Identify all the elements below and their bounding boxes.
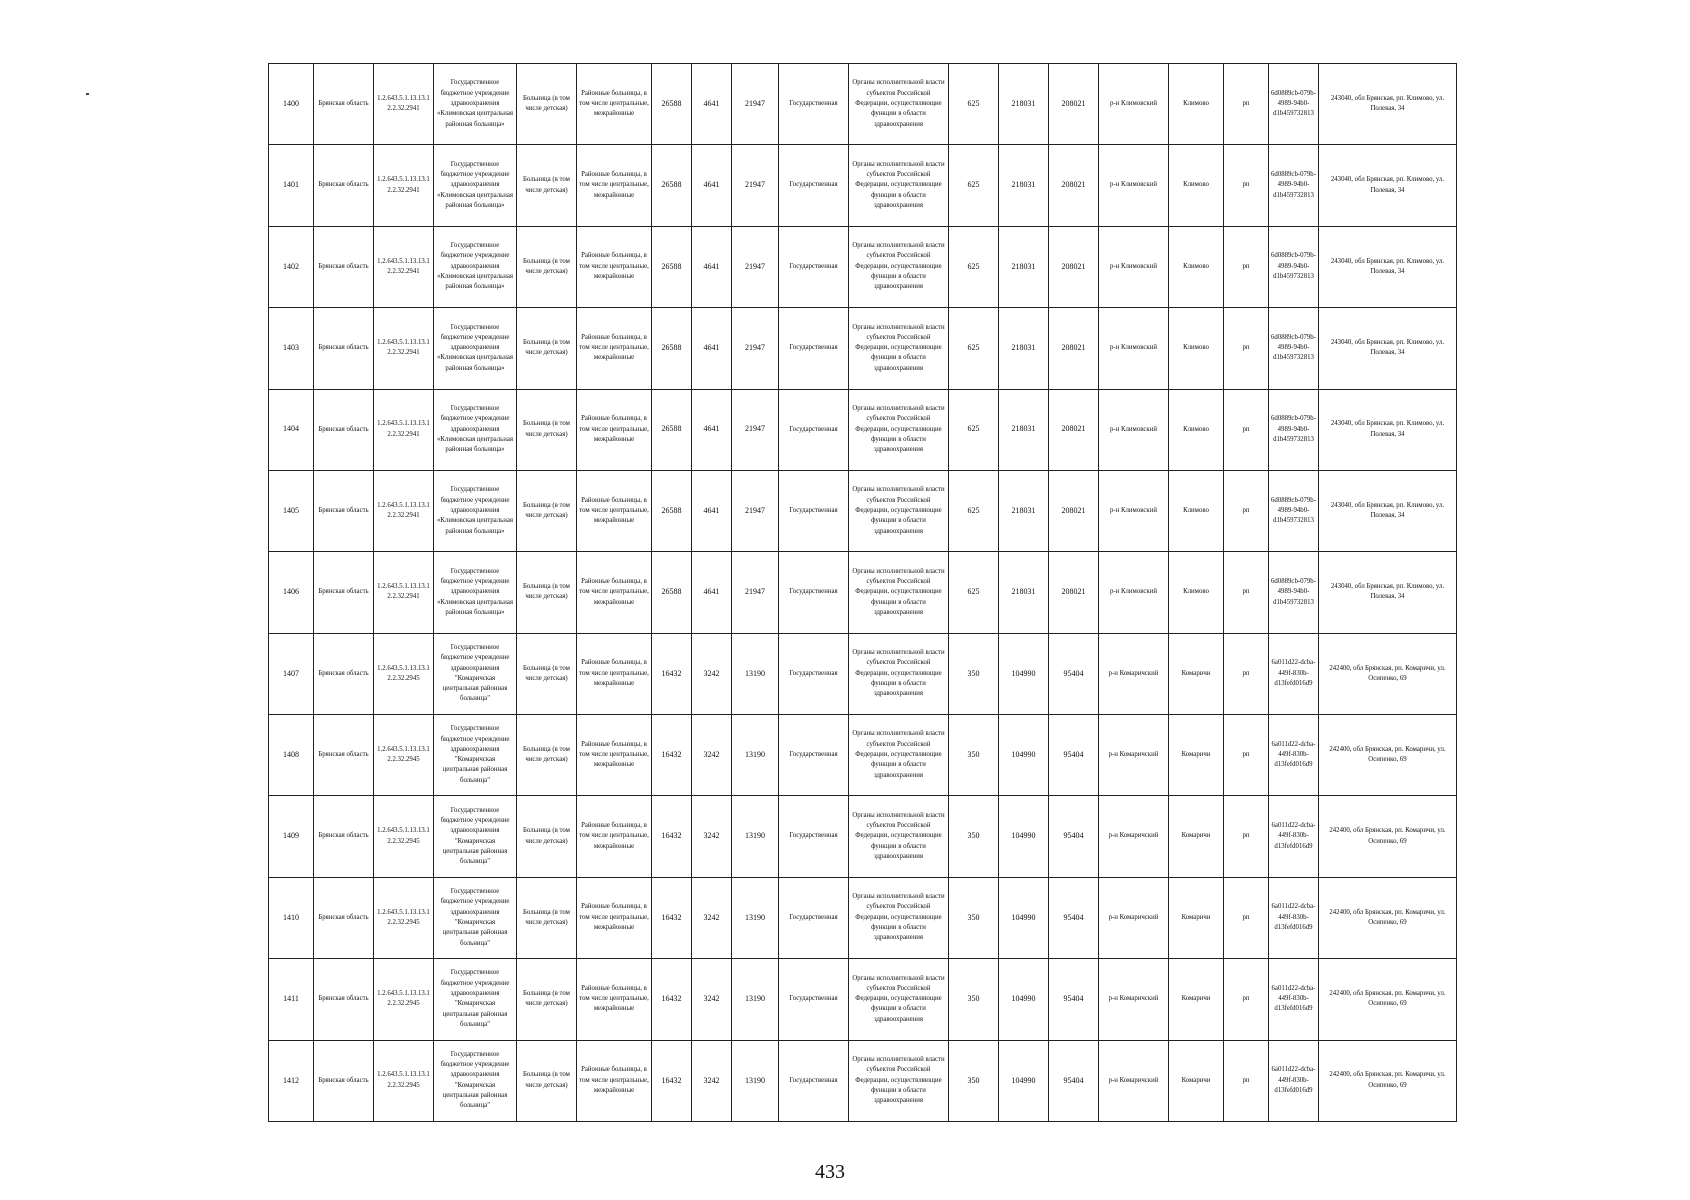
value-cell-5: 218031 bbox=[999, 308, 1049, 389]
region-cell: Брянская область bbox=[314, 877, 374, 958]
locality-cell: Климово bbox=[1169, 145, 1224, 226]
district-cell: р-н Комаричский bbox=[1099, 715, 1169, 796]
locality-cell: Климово bbox=[1169, 308, 1224, 389]
locality-type-cell: рп bbox=[1224, 796, 1269, 877]
page-number: 433 bbox=[815, 1161, 845, 1183]
facility-category-cell: Районные больницы, в том числе центральные, межрайонные bbox=[577, 389, 652, 470]
row-number: 1408 bbox=[269, 715, 314, 796]
value-cell-1: 26588 bbox=[652, 308, 692, 389]
value-cell-1: 26588 bbox=[652, 470, 692, 551]
organization-name-cell: Государственное бюджетное учреждение здравоохранения «Климовская центральная районная больница» bbox=[434, 470, 517, 551]
locality-cell: Климово bbox=[1169, 226, 1224, 307]
ownership-cell: Государственная bbox=[779, 1040, 849, 1122]
address-cell: 243040, обл Брянская, рп. Климово, ул. Полевая, 34 bbox=[1319, 389, 1457, 470]
facility-category-cell: Районные больницы, в том числе центральные, межрайонные bbox=[577, 470, 652, 551]
authority-cell: Органы исполнительной власти субъектов Российской Федерации, осуществляющие функции в области здравоохранения bbox=[849, 1040, 949, 1122]
value-cell-5: 104990 bbox=[999, 715, 1049, 796]
facility-category-cell: Районные больницы, в том числе центральные, межрайонные bbox=[577, 796, 652, 877]
authority-cell: Органы исполнительной власти субъектов Российской Федерации, осуществляющие функции в области здравоохранения bbox=[849, 145, 949, 226]
ownership-cell: Государственная bbox=[779, 145, 849, 226]
district-cell: р-н Комаричский bbox=[1099, 959, 1169, 1040]
address-cell: 242400, обл Брянская, рп. Комаричи, ул. Осипенко, 69 bbox=[1319, 633, 1457, 714]
locality-type-cell: рп bbox=[1224, 1040, 1269, 1122]
row-number: 1410 bbox=[269, 877, 314, 958]
value-cell-5: 218031 bbox=[999, 226, 1049, 307]
value-cell-5: 104990 bbox=[999, 959, 1049, 1040]
locality-cell: Климово bbox=[1169, 552, 1224, 633]
address-cell: 243040, обл Брянская, рп. Климово, ул. Полевая, 34 bbox=[1319, 552, 1457, 633]
locality-cell: Климово bbox=[1169, 64, 1224, 145]
locality-cell: Комаричи bbox=[1169, 633, 1224, 714]
locality-cell: Комаричи bbox=[1169, 1040, 1224, 1122]
value-cell-3: 21947 bbox=[732, 470, 779, 551]
region-cell: Брянская область bbox=[314, 633, 374, 714]
ownership-cell: Государственная bbox=[779, 959, 849, 1040]
value-cell-3: 21947 bbox=[732, 64, 779, 145]
oid-code-cell: 1.2.643.5.1.13.13.12.2.32.2945 bbox=[374, 715, 434, 796]
value-cell-6: 95404 bbox=[1049, 877, 1099, 958]
address-cell: 243040, обл Брянская, рп. Климово, ул. Полевая, 34 bbox=[1319, 64, 1457, 145]
facility-type-cell: Больница (в том числе детская) bbox=[517, 470, 577, 551]
value-cell-2: 3242 bbox=[692, 959, 732, 1040]
value-cell-5: 104990 bbox=[999, 1040, 1049, 1122]
oid-code-cell: 1.2.643.5.1.13.13.12.2.32.2945 bbox=[374, 796, 434, 877]
facility-category-cell: Районные больницы, в том числе центральные, межрайонные bbox=[577, 1040, 652, 1122]
guid-cell: 6d0889cb-079b-4989-94b0-d1b459732813 bbox=[1269, 389, 1319, 470]
guid-cell: 6a011d22-dcba-449f-830b-d13fefd016d9 bbox=[1269, 959, 1319, 1040]
guid-cell: 6d0889cb-079b-4989-94b0-d1b459732813 bbox=[1269, 308, 1319, 389]
locality-type-cell: рп bbox=[1224, 959, 1269, 1040]
value-cell-4: 625 bbox=[949, 470, 999, 551]
guid-cell: 6a011d22-dcba-449f-830b-d13fefd016d9 bbox=[1269, 633, 1319, 714]
value-cell-2: 4641 bbox=[692, 308, 732, 389]
row-number: 1402 bbox=[269, 226, 314, 307]
locality-type-cell: рп bbox=[1224, 226, 1269, 307]
ownership-cell: Государственная bbox=[779, 715, 849, 796]
value-cell-4: 625 bbox=[949, 308, 999, 389]
table-row bbox=[269, 389, 1457, 470]
locality-cell: Комаричи bbox=[1169, 796, 1224, 877]
value-cell-2: 3242 bbox=[692, 1040, 732, 1122]
ownership-cell: Государственная bbox=[779, 389, 849, 470]
value-cell-6: 95404 bbox=[1049, 959, 1099, 1040]
value-cell-3: 13190 bbox=[732, 877, 779, 958]
facility-type-cell: Больница (в том числе детская) bbox=[517, 877, 577, 958]
value-cell-6: 95404 bbox=[1049, 633, 1099, 714]
locality-type-cell: рп bbox=[1224, 633, 1269, 714]
ownership-cell: Государственная bbox=[779, 226, 849, 307]
region-cell: Брянская область bbox=[314, 226, 374, 307]
organization-name-cell: Государственное бюджетное учреждение здравоохранения «Климовская центральная районная больница» bbox=[434, 145, 517, 226]
authority-cell: Органы исполнительной власти субъектов Российской Федерации, осуществляющие функции в области здравоохранения bbox=[849, 877, 949, 958]
table-row bbox=[269, 633, 1457, 714]
locality-type-cell: рп bbox=[1224, 470, 1269, 551]
district-cell: р-н Комаричский bbox=[1099, 633, 1169, 714]
hospital-registry-table bbox=[268, 63, 1457, 1122]
organization-name-cell: Государственное бюджетное учреждение здравоохранения "Комаричская центральная районная больница" bbox=[434, 796, 517, 877]
organization-name-cell: Государственное бюджетное учреждение здравоохранения "Комаричская центральная районная больница" bbox=[434, 633, 517, 714]
region-cell: Брянская область bbox=[314, 1040, 374, 1122]
value-cell-6: 208021 bbox=[1049, 145, 1099, 226]
authority-cell: Органы исполнительной власти субъектов Российской Федерации, осуществляющие функции в области здравоохранения bbox=[849, 959, 949, 1040]
value-cell-5: 218031 bbox=[999, 389, 1049, 470]
facility-type-cell: Больница (в том числе детская) bbox=[517, 226, 577, 307]
locality-type-cell: рп bbox=[1224, 308, 1269, 389]
authority-cell: Органы исполнительной власти субъектов Российской Федерации, осуществляющие функции в области здравоохранения bbox=[849, 470, 949, 551]
oid-code-cell: 1.2.643.5.1.13.13.12.2.32.2945 bbox=[374, 959, 434, 1040]
value-cell-3: 13190 bbox=[732, 959, 779, 1040]
address-cell: 242400, обл Брянская, рп. Комаричи, ул. Осипенко, 69 bbox=[1319, 959, 1457, 1040]
value-cell-2: 3242 bbox=[692, 633, 732, 714]
locality-type-cell: рп bbox=[1224, 145, 1269, 226]
row-number: 1407 bbox=[269, 633, 314, 714]
oid-code-cell: 1.2.643.5.1.13.13.12.2.32.2941 bbox=[374, 552, 434, 633]
region-cell: Брянская область bbox=[314, 470, 374, 551]
value-cell-6: 208021 bbox=[1049, 64, 1099, 145]
value-cell-1: 16432 bbox=[652, 877, 692, 958]
table-row bbox=[269, 959, 1457, 1040]
facility-category-cell: Районные больницы, в том числе центральные, межрайонные bbox=[577, 633, 652, 714]
value-cell-2: 4641 bbox=[692, 552, 732, 633]
organization-name-cell: Государственное бюджетное учреждение здравоохранения "Комаричская центральная районная больница" bbox=[434, 959, 517, 1040]
region-cell: Брянская область bbox=[314, 308, 374, 389]
facility-type-cell: Больница (в том числе детская) bbox=[517, 715, 577, 796]
organization-name-cell: Государственное бюджетное учреждение здравоохранения «Климовская центральная районная больница» bbox=[434, 308, 517, 389]
facility-category-cell: Районные больницы, в том числе центральные, межрайонные bbox=[577, 715, 652, 796]
region-cell: Брянская область bbox=[314, 389, 374, 470]
value-cell-5: 218031 bbox=[999, 552, 1049, 633]
value-cell-3: 21947 bbox=[732, 226, 779, 307]
district-cell: р-н Климовский bbox=[1099, 470, 1169, 551]
guid-cell: 6a011d22-dcba-449f-830b-d13fefd016d9 bbox=[1269, 796, 1319, 877]
locality-cell: Комаричи bbox=[1169, 959, 1224, 1040]
locality-cell: Климово bbox=[1169, 470, 1224, 551]
organization-name-cell: Государственное бюджетное учреждение здравоохранения «Климовская центральная районная больница» bbox=[434, 552, 517, 633]
table-row bbox=[269, 715, 1457, 796]
locality-type-cell: рп bbox=[1224, 64, 1269, 145]
guid-cell: 6a011d22-dcba-449f-830b-d13fefd016d9 bbox=[1269, 1040, 1319, 1122]
value-cell-3: 13190 bbox=[732, 715, 779, 796]
authority-cell: Органы исполнительной власти субъектов Российской Федерации, осуществляющие функции в области здравоохранения bbox=[849, 715, 949, 796]
locality-cell: Комаричи bbox=[1169, 877, 1224, 958]
value-cell-2: 4641 bbox=[692, 389, 732, 470]
oid-code-cell: 1.2.643.5.1.13.13.12.2.32.2945 bbox=[374, 877, 434, 958]
value-cell-6: 95404 bbox=[1049, 1040, 1099, 1122]
value-cell-2: 3242 bbox=[692, 796, 732, 877]
facility-category-cell: Районные больницы, в том числе центральные, межрайонные bbox=[577, 959, 652, 1040]
facility-category-cell: Районные больницы, в том числе центральные, межрайонные bbox=[577, 552, 652, 633]
value-cell-1: 26588 bbox=[652, 389, 692, 470]
value-cell-6: 208021 bbox=[1049, 226, 1099, 307]
oid-code-cell: 1.2.643.5.1.13.13.12.2.32.2941 bbox=[374, 145, 434, 226]
region-cell: Брянская область bbox=[314, 64, 374, 145]
ownership-cell: Государственная bbox=[779, 64, 849, 145]
value-cell-1: 16432 bbox=[652, 959, 692, 1040]
value-cell-4: 625 bbox=[949, 552, 999, 633]
region-cell: Брянская область bbox=[314, 715, 374, 796]
locality-cell: Климово bbox=[1169, 389, 1224, 470]
value-cell-3: 21947 bbox=[732, 552, 779, 633]
ownership-cell: Государственная bbox=[779, 633, 849, 714]
table-row bbox=[269, 145, 1457, 226]
value-cell-4: 350 bbox=[949, 633, 999, 714]
row-number: 1412 bbox=[269, 1040, 314, 1122]
facility-type-cell: Больница (в том числе детская) bbox=[517, 308, 577, 389]
oid-code-cell: 1.2.643.5.1.13.13.12.2.32.2941 bbox=[374, 64, 434, 145]
value-cell-3: 21947 bbox=[732, 389, 779, 470]
address-cell: 242400, обл Брянская, рп. Комаричи, ул. Осипенко, 69 bbox=[1319, 715, 1457, 796]
value-cell-5: 104990 bbox=[999, 796, 1049, 877]
facility-type-cell: Больница (в том числе детская) bbox=[517, 796, 577, 877]
value-cell-3: 13190 bbox=[732, 1040, 779, 1122]
facility-category-cell: Районные больницы, в том числе центральные, межрайонные bbox=[577, 877, 652, 958]
value-cell-2: 3242 bbox=[692, 715, 732, 796]
row-number: 1409 bbox=[269, 796, 314, 877]
row-number: 1405 bbox=[269, 470, 314, 551]
guid-cell: 6d0889cb-079b-4989-94b0-d1b459732813 bbox=[1269, 145, 1319, 226]
address-cell: 243040, обл Брянская, рп. Климово, ул. Полевая, 34 bbox=[1319, 308, 1457, 389]
value-cell-1: 26588 bbox=[652, 552, 692, 633]
guid-cell: 6d0889cb-079b-4989-94b0-d1b459732813 bbox=[1269, 470, 1319, 551]
value-cell-6: 208021 bbox=[1049, 308, 1099, 389]
guid-cell: 6d0889cb-079b-4989-94b0-d1b459732813 bbox=[1269, 226, 1319, 307]
table-row bbox=[269, 308, 1457, 389]
organization-name-cell: Государственное бюджетное учреждение здравоохранения "Комаричская центральная районная больница" bbox=[434, 715, 517, 796]
district-cell: р-н Комаричский bbox=[1099, 1040, 1169, 1122]
value-cell-4: 350 bbox=[949, 959, 999, 1040]
ownership-cell: Государственная bbox=[779, 796, 849, 877]
oid-code-cell: 1.2.643.5.1.13.13.12.2.32.2941 bbox=[374, 389, 434, 470]
organization-name-cell: Государственное бюджетное учреждение здравоохранения «Климовская центральная районная больница» bbox=[434, 389, 517, 470]
value-cell-3: 13190 bbox=[732, 633, 779, 714]
value-cell-1: 16432 bbox=[652, 1040, 692, 1122]
value-cell-5: 104990 bbox=[999, 877, 1049, 958]
authority-cell: Органы исполнительной власти субъектов Российской Федерации, осуществляющие функции в области здравоохранения bbox=[849, 64, 949, 145]
organization-name-cell: Государственное бюджетное учреждение здравоохранения «Климовская центральная районная больница» bbox=[434, 64, 517, 145]
facility-category-cell: Районные больницы, в том числе центральные, межрайонные bbox=[577, 308, 652, 389]
value-cell-4: 350 bbox=[949, 1040, 999, 1122]
value-cell-4: 625 bbox=[949, 389, 999, 470]
facility-type-cell: Больница (в том числе детская) bbox=[517, 145, 577, 226]
table-row bbox=[269, 226, 1457, 307]
scan-speck bbox=[86, 93, 89, 95]
authority-cell: Органы исполнительной власти субъектов Российской Федерации, осуществляющие функции в области здравоохранения bbox=[849, 633, 949, 714]
locality-type-cell: рп bbox=[1224, 389, 1269, 470]
address-cell: 242400, обл Брянская, рп. Комаричи, ул. Осипенко, 69 bbox=[1319, 877, 1457, 958]
ownership-cell: Государственная bbox=[779, 308, 849, 389]
address-cell: 243040, обл Брянская, рп. Климово, ул. Полевая, 34 bbox=[1319, 145, 1457, 226]
value-cell-4: 350 bbox=[949, 796, 999, 877]
value-cell-1: 16432 bbox=[652, 796, 692, 877]
row-number: 1400 bbox=[269, 64, 314, 145]
locality-type-cell: рп bbox=[1224, 715, 1269, 796]
facility-category-cell: Районные больницы, в том числе центральные, межрайонные bbox=[577, 145, 652, 226]
value-cell-1: 26588 bbox=[652, 226, 692, 307]
value-cell-5: 218031 bbox=[999, 145, 1049, 226]
locality-type-cell: рп bbox=[1224, 877, 1269, 958]
value-cell-1: 16432 bbox=[652, 633, 692, 714]
facility-type-cell: Больница (в том числе детская) bbox=[517, 959, 577, 1040]
organization-name-cell: Государственное бюджетное учреждение здравоохранения "Комаричская центральная районная больница" bbox=[434, 1040, 517, 1122]
district-cell: р-н Климовский bbox=[1099, 389, 1169, 470]
value-cell-4: 350 bbox=[949, 715, 999, 796]
region-cell: Брянская область bbox=[314, 959, 374, 1040]
facility-type-cell: Больница (в том числе детская) bbox=[517, 633, 577, 714]
facility-category-cell: Районные больницы, в том числе центральные, межрайонные bbox=[577, 226, 652, 307]
oid-code-cell: 1.2.643.5.1.13.13.12.2.32.2941 bbox=[374, 308, 434, 389]
ownership-cell: Государственная bbox=[779, 552, 849, 633]
value-cell-1: 26588 bbox=[652, 145, 692, 226]
value-cell-6: 95404 bbox=[1049, 715, 1099, 796]
value-cell-2: 3242 bbox=[692, 877, 732, 958]
locality-type-cell: рп bbox=[1224, 552, 1269, 633]
authority-cell: Органы исполнительной власти субъектов Российской Федерации, осуществляющие функции в области здравоохранения bbox=[849, 389, 949, 470]
facility-type-cell: Больница (в том числе детская) bbox=[517, 389, 577, 470]
address-cell: 242400, обл Брянская, рп. Комаричи, ул. Осипенко, 69 bbox=[1319, 796, 1457, 877]
row-number: 1403 bbox=[269, 308, 314, 389]
row-number: 1406 bbox=[269, 552, 314, 633]
value-cell-3: 13190 bbox=[732, 796, 779, 877]
value-cell-2: 4641 bbox=[692, 145, 732, 226]
region-cell: Брянская область bbox=[314, 552, 374, 633]
district-cell: р-н Климовский bbox=[1099, 145, 1169, 226]
value-cell-4: 625 bbox=[949, 145, 999, 226]
district-cell: р-н Климовский bbox=[1099, 226, 1169, 307]
guid-cell: 6d0889cb-079b-4989-94b0-d1b459732813 bbox=[1269, 64, 1319, 145]
guid-cell: 6a011d22-dcba-449f-830b-d13fefd016d9 bbox=[1269, 877, 1319, 958]
value-cell-3: 21947 bbox=[732, 145, 779, 226]
facility-type-cell: Больница (в том числе детская) bbox=[517, 1040, 577, 1122]
locality-cell: Комаричи bbox=[1169, 715, 1224, 796]
district-cell: р-н Комаричский bbox=[1099, 877, 1169, 958]
address-cell: 242400, обл Брянская, рп. Комаричи, ул. Осипенко, 69 bbox=[1319, 1040, 1457, 1122]
facility-type-cell: Больница (в том числе детская) bbox=[517, 552, 577, 633]
facility-type-cell: Больница (в том числе детская) bbox=[517, 64, 577, 145]
district-cell: р-н Климовский bbox=[1099, 552, 1169, 633]
oid-code-cell: 1.2.643.5.1.13.13.12.2.32.2941 bbox=[374, 470, 434, 551]
value-cell-5: 104990 bbox=[999, 633, 1049, 714]
guid-cell: 6d0889cb-079b-4989-94b0-d1b459732813 bbox=[1269, 552, 1319, 633]
district-cell: р-н Климовский bbox=[1099, 64, 1169, 145]
facility-category-cell: Районные больницы, в том числе центральные, межрайонные bbox=[577, 64, 652, 145]
organization-name-cell: Государственное бюджетное учреждение здравоохранения «Климовская центральная районная больница» bbox=[434, 226, 517, 307]
value-cell-2: 4641 bbox=[692, 64, 732, 145]
registry-body bbox=[269, 64, 1457, 1122]
value-cell-6: 208021 bbox=[1049, 389, 1099, 470]
value-cell-2: 4641 bbox=[692, 470, 732, 551]
district-cell: р-н Комаричский bbox=[1099, 796, 1169, 877]
address-cell: 243040, обл Брянская, рп. Климово, ул. Полевая, 34 bbox=[1319, 226, 1457, 307]
row-number: 1404 bbox=[269, 389, 314, 470]
authority-cell: Органы исполнительной власти субъектов Российской Федерации, осуществляющие функции в области здравоохранения bbox=[849, 308, 949, 389]
value-cell-4: 625 bbox=[949, 64, 999, 145]
row-number: 1401 bbox=[269, 145, 314, 226]
authority-cell: Органы исполнительной власти субъектов Российской Федерации, осуществляющие функции в области здравоохранения bbox=[849, 552, 949, 633]
value-cell-5: 218031 bbox=[999, 470, 1049, 551]
ownership-cell: Государственная bbox=[779, 877, 849, 958]
value-cell-1: 26588 bbox=[652, 64, 692, 145]
value-cell-6: 95404 bbox=[1049, 796, 1099, 877]
table-row bbox=[269, 552, 1457, 633]
table-row bbox=[269, 470, 1457, 551]
authority-cell: Органы исполнительной власти субъектов Российской Федерации, осуществляющие функции в области здравоохранения bbox=[849, 226, 949, 307]
table-row bbox=[269, 796, 1457, 877]
value-cell-6: 208021 bbox=[1049, 470, 1099, 551]
value-cell-3: 21947 bbox=[732, 308, 779, 389]
value-cell-4: 625 bbox=[949, 226, 999, 307]
region-cell: Брянская область bbox=[314, 145, 374, 226]
oid-code-cell: 1.2.643.5.1.13.13.12.2.32.2945 bbox=[374, 1040, 434, 1122]
ownership-cell: Государственная bbox=[779, 470, 849, 551]
value-cell-5: 218031 bbox=[999, 64, 1049, 145]
address-cell: 243040, обл Брянская, рп. Климово, ул. Полевая, 34 bbox=[1319, 470, 1457, 551]
authority-cell: Органы исполнительной власти субъектов Российской Федерации, осуществляющие функции в области здравоохранения bbox=[849, 796, 949, 877]
value-cell-6: 208021 bbox=[1049, 552, 1099, 633]
oid-code-cell: 1.2.643.5.1.13.13.12.2.32.2941 bbox=[374, 226, 434, 307]
oid-code-cell: 1.2.643.5.1.13.13.12.2.32.2945 bbox=[374, 633, 434, 714]
district-cell: р-н Климовский bbox=[1099, 308, 1169, 389]
value-cell-2: 4641 bbox=[692, 226, 732, 307]
table-row bbox=[269, 64, 1457, 145]
table-row bbox=[269, 877, 1457, 958]
table-row bbox=[269, 1040, 1457, 1122]
region-cell: Брянская область bbox=[314, 796, 374, 877]
organization-name-cell: Государственное бюджетное учреждение здравоохранения "Комаричская центральная районная больница" bbox=[434, 877, 517, 958]
value-cell-1: 16432 bbox=[652, 715, 692, 796]
row-number: 1411 bbox=[269, 959, 314, 1040]
value-cell-4: 350 bbox=[949, 877, 999, 958]
guid-cell: 6a011d22-dcba-449f-830b-d13fefd016d9 bbox=[1269, 715, 1319, 796]
